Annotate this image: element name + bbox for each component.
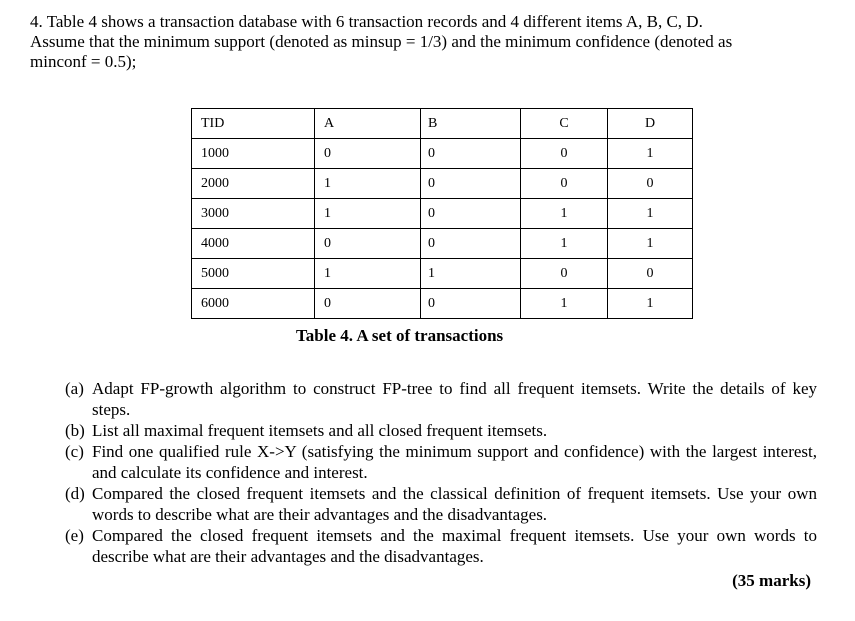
sub-question-label: (d)	[65, 484, 85, 503]
table-row	[192, 229, 693, 259]
header-tid: TID	[192, 109, 315, 139]
cell-c: 1	[521, 289, 608, 319]
table-caption: Table 4. A set of transactions	[296, 326, 504, 345]
cell-tid: 5000	[192, 259, 315, 289]
cell-tid: 2000	[192, 169, 315, 199]
sub-question-a	[65, 378, 817, 420]
table-header-row	[192, 109, 693, 139]
cell-d: 1	[608, 229, 693, 259]
cell-tid: 3000	[192, 199, 315, 229]
table-row	[192, 259, 693, 289]
sub-question-text: List all maximal frequent itemsets and all closed frequent itemsets.	[92, 421, 548, 440]
table-row	[192, 139, 693, 169]
sub-question-text: Compared the closed frequent itemsets and the maximal frequent itemsets. Use your own words to describe what are their advantages and the disadvantages.	[92, 526, 817, 566]
cell-a: 0	[315, 139, 421, 169]
cell-tid: 4000	[192, 229, 315, 259]
transaction-table	[191, 108, 693, 319]
cell-b: 1	[421, 259, 521, 289]
question-line-1: 4. Table 4 shows a transaction database with 6 transaction records and 4 different items A, B, C, D.	[30, 12, 703, 31]
cell-c: 1	[521, 229, 608, 259]
cell-d: 0	[608, 169, 693, 199]
cell-a: 1	[315, 169, 421, 199]
cell-c: 0	[521, 139, 608, 169]
header-a: A	[315, 109, 421, 139]
cell-a: 0	[315, 229, 421, 259]
question-line-2: Assume that the minimum support (denoted as minsup = 1/3) and the minimum confidence (denoted as	[30, 32, 733, 51]
cell-tid: 6000	[192, 289, 315, 319]
cell-c: 1	[521, 199, 608, 229]
question-text	[30, 12, 820, 72]
sub-question-b	[65, 420, 817, 441]
cell-tid: 1000	[192, 139, 315, 169]
sub-question-text: Adapt FP-growth algorithm to construct FP-tree to find all frequent itemsets. Write the details of key steps.	[92, 379, 817, 419]
table-row	[192, 289, 693, 319]
sub-questions	[65, 378, 817, 567]
cell-b: 0	[421, 199, 521, 229]
cell-c: 0	[521, 169, 608, 199]
cell-a: 0	[315, 289, 421, 319]
marks-total: (35 marks)	[732, 571, 811, 590]
cell-b: 0	[421, 289, 521, 319]
question-line-3: minconf = 0.5);	[30, 52, 137, 71]
cell-b: 0	[421, 229, 521, 259]
header-b: B	[421, 109, 521, 139]
sub-question-c	[65, 441, 817, 483]
cell-a: 1	[315, 259, 421, 289]
header-d: D	[608, 109, 693, 139]
sub-question-e	[65, 525, 817, 567]
table-row	[192, 169, 693, 199]
cell-d: 1	[608, 289, 693, 319]
sub-question-label: (e)	[65, 526, 84, 545]
sub-question-label: (b)	[65, 421, 85, 440]
cell-b: 0	[421, 139, 521, 169]
cell-c: 0	[521, 259, 608, 289]
sub-question-text: Compared the closed frequent itemsets and the classical definition of frequent itemsets. Use your own words to describe what are their advantages and the disadvantages.	[92, 484, 817, 524]
sub-question-text: Find one qualified rule X->Y (satisfying the minimum support and confidence) with the largest interest, and calculate its confidence and interest.	[92, 442, 817, 482]
cell-b: 0	[421, 169, 521, 199]
cell-d: 0	[608, 259, 693, 289]
cell-d: 1	[608, 139, 693, 169]
cell-a: 1	[315, 199, 421, 229]
cell-d: 1	[608, 199, 693, 229]
sub-question-d	[65, 483, 817, 525]
sub-question-label: (a)	[65, 379, 84, 398]
table-row	[192, 199, 693, 229]
header-c: C	[521, 109, 608, 139]
sub-question-label: (c)	[65, 442, 84, 461]
